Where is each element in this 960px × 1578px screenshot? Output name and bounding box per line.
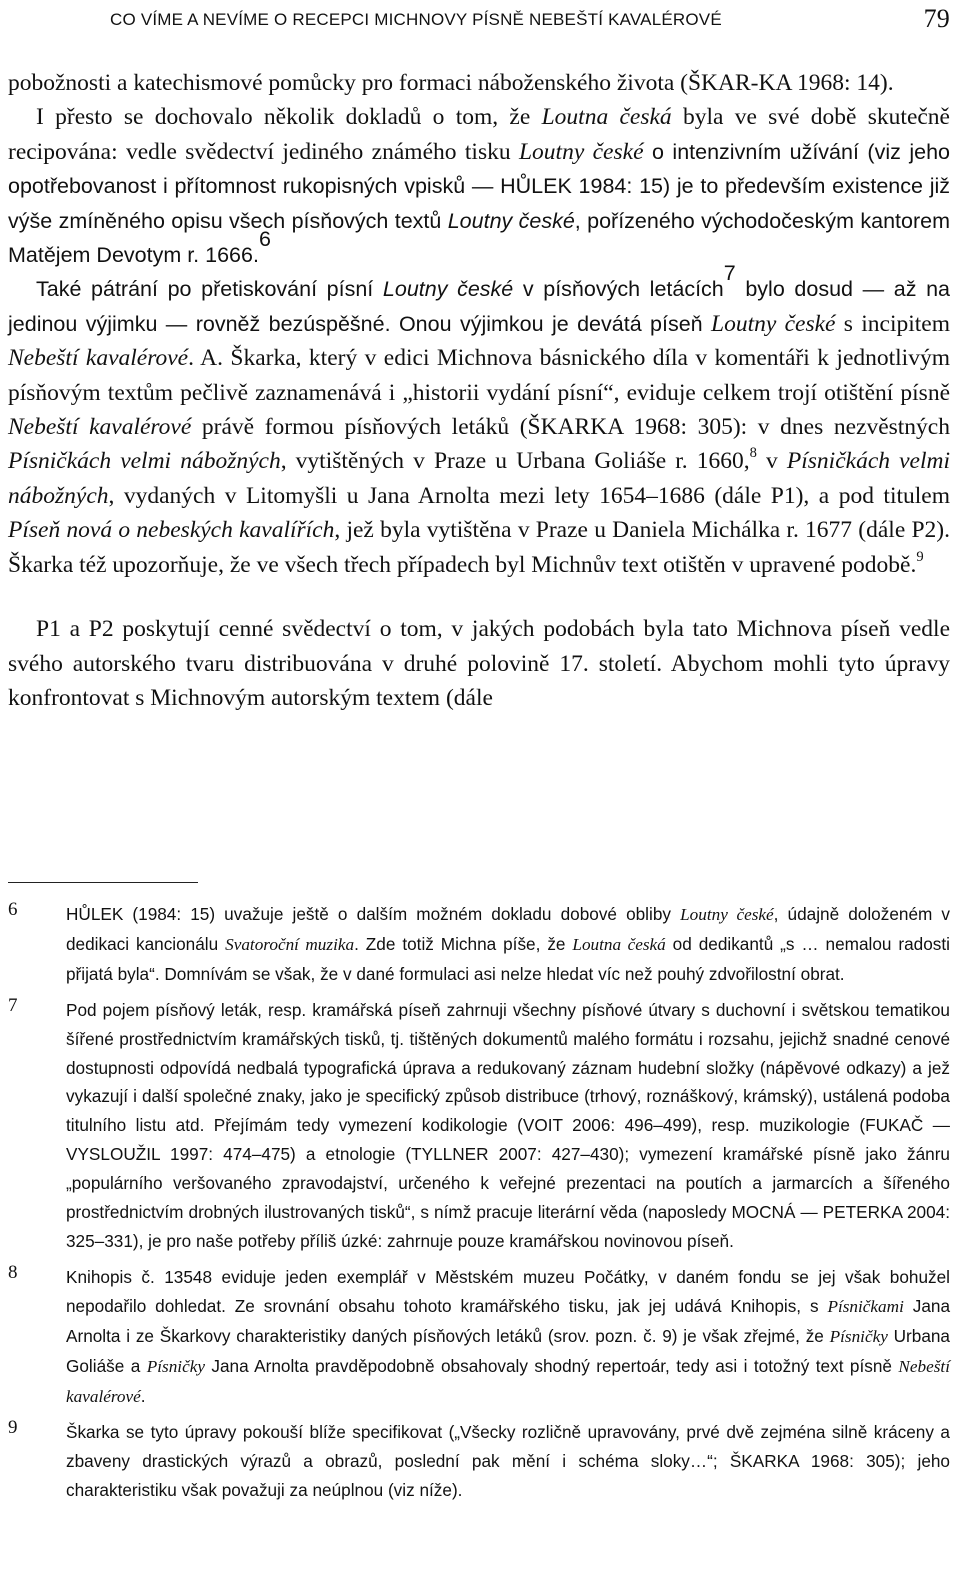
paragraph-2: I přesto se dochovalo několik dokladů o tom, že Loutna česká byla ve své době skutečně recipována: vedle svědectví jediného známého tisku Loutny české o intenzivním užívání (viz jeho opotřebovanost i přítomnost rukopisných vpisků — HŮLEK 1984: 15) je to především existence již výše zmíněného opisu všech písňových textů Loutny české, pořízeného východočeským kantorem Matějem Devotym r. 1666.$^6$ <box>8 104 950 268</box>
paragraph-3: Také pátrání po přetiskování písní Loutny české v písňových letácích$^7$ bylo dosud — až na jedinou výjimku — rovněž bezúspěšné. Onou výjimkou je devátá píseň Loutny české s incipitem Nebeští kavalérové. A. Škarka, který v edici Michnova básnického díla v komentáři k jednotlivým písňovým textům pečlivě zaznamenává i „historii vydání písní“, eviduje celkem trojí otištění písně Nebeští kavalérové právě formou písňových letáků (ŠKARKA 1968: 305): v dnes nezvěstných Písničkách velmi nábožných, vytištěných v Praze u Urbana Goliáše r. 1660,$^8$ v Písničkách velmi nábožných, vydaných v Litomyšli u Jana Arnolta mezi lety 1654–1686 (dále P1), a pod titulem Píseň nová o nebeských kavalířích, jež byla vytištěna v Praze u Daniela Michálka r. 1677 (dále P2). Škarka též upozorňuje, že ve všech třech případech byl Michnův text otištěn v upravené podobě.$^9$ <box>8 261 950 578</box>
main-text <box>8 66 950 715</box>
footnote-8: 8 Knihopis č. 13548 eviduje jeden exemplář v Městském muzeu Počátky, v daném fondu se jej však bohužel nepodařilo dohledat. Ze srovnání obsahu tohoto kramářského tisku, jak jej udává Knihopis, s Písničkami Jana Arnolta i ze Škarkovy charakteristiky daných písňových letáků (srov. pozn. č. 9) je však zřejmé, že Písničky Urbana Goliáše a Písničky Jana Arnolta pravděpodobně obsahovaly shodný repertoár, tedy asi i totožný text písně Nebeští kavalérové. <box>8 1263 950 1412</box>
footnote-7: 7 Pod pojem písňový leták, resp. kramářská píseň zahrnuji všechny písňové útvary s duchovní i světskou tematikou šířené prostřednictvím kramářských tisků, tj. tištěných dokumentů malého formátu i rozsahu, jejichž snadné cenové dostupnosti odpovídá nedbalá typografická úprava a redukovaný záznam hudební složky (nápěvové odkazy) a jež vykazují i další společné znaky, jako je specifický způsob distribuce (trhový, roznáškový, krámský), ustálená podoba titulního listu atd. Přejímám tedy vymezení kodikologie (VOIT 2006: 496–499), resp. muzikologie (FUKAČ — VYSLOUŽIL 1997: 474–475) a etnologie (TYLLNER 2007: 427–430); vymezení kramářské písně jako žánru „populárního veršovaného zpravodajství, určeného k veřejné prezentaci na poutích a jarmarcích a šířeného prostřednictvím drobných ilustrovaných tisků“, s nímž pracuje literární věda (naposledy MOCNÁ — PETERKA 2004: 325–331), je pro naše potřeby příliš úzké: zahrnuje pouze kramářskou novinovou píseň. <box>8 996 950 1256</box>
footnotes <box>8 900 950 1512</box>
footnote-number: 8 <box>8 1261 18 1283</box>
footnote-9: 9 Škarka se tyto úpravy pokouší blíže specifikovat („Všecky rozličně upravovány, prvé dvě zejména silně kráceny a zbaveny drastických výrazů a obrazů, poslední pak mění i schéma sloky…“; ŠKARKA 1968: 305); jeho charakteristiku však považuji za neúplnou (viz níže). <box>8 1418 950 1505</box>
footnote-ref-7: 7 <box>723 261 736 286</box>
running-title: CO VÍME A NEVÍME O RECEPCI MICHNOVY PÍSNĚ NEBEŠTÍ KAVALÉROVÉ <box>110 10 722 29</box>
footnote-ref-9: 9 <box>916 548 924 565</box>
footnote-number: 7 <box>8 994 18 1016</box>
footnote-divider <box>8 882 198 883</box>
footnote-number: 9 <box>8 1417 18 1439</box>
paragraph-4: P1 a P2 poskytují cenné svědectví o tom, v jakých podobách byla tato Michnova píseň vedle svého autorského tvaru distribuována v druhé polovině 17. století. Abychom mohli tyto úpravy konfrontovat s Michnovým autorským textem (dále <box>8 616 950 711</box>
footnote-ref-6: 6 <box>258 226 271 251</box>
footnote-number: 6 <box>8 899 18 920</box>
footnote-6: 6 HŮLEK (1984: 15) uvažuje ještě o dalším možném dokladu dobové obliby Loutny české, údajně doloženém v dedikaci kancionálu Svatoroční muzika. Zde totiž Michna píše, že Loutna česká od dedikantů „s … nemalou radosti přijatá byla“. Domnívám se však, že v dané formulaci asi nelze hledat víc než pouhý zdvořilostní obrat. <box>8 900 950 989</box>
page-header <box>110 6 950 36</box>
footnote-ref-8: 8 <box>749 445 757 462</box>
page-number: 79 <box>923 4 950 33</box>
paragraph-1: pobožnosti a katechismové pomůcky pro formaci náboženského života (ŠKAR-KA 1968: 14). <box>8 70 894 96</box>
